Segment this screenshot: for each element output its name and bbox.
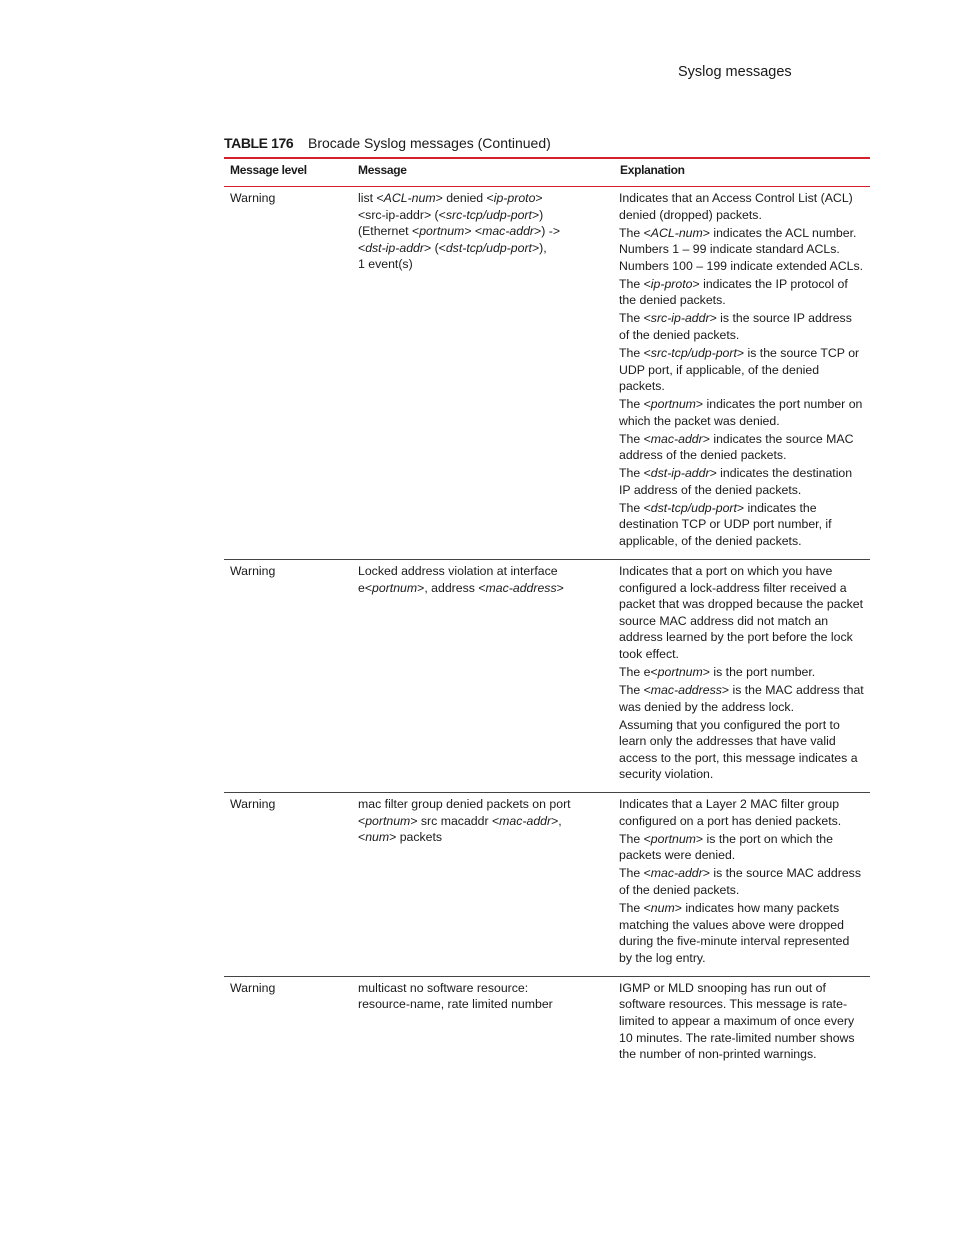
explanation-paragraph: The <src-tcp/udp-port> is the source TCP or UDP port, if applicable, of the denied packets. [619, 345, 860, 394]
message-level-cell: Warning [224, 187, 352, 560]
explanation-paragraph: The <dst-tcp/udp-port> indicates the destination TCP or UDP port number, if applicable, of the denied packets. [619, 500, 832, 548]
explanation-cell [614, 559, 870, 792]
explanation-paragraph: The <mac-addr> indicates the source MAC address of the denied packets. [619, 431, 854, 463]
message-text: multicast no software resource: resource-name, rate limited number [358, 980, 553, 1012]
explanation-paragraph: The <mac-addr> is the source MAC address of the denied packets. [619, 866, 861, 898]
message-cell [352, 793, 614, 977]
explanation-paragraph: Indicates that a Layer 2 MAC filter group configured on a port has denied packets. [619, 797, 842, 828]
message-text: mac filter group denied packets on port <portnum> src macaddr <mac-addr>, <num> packets [358, 797, 571, 845]
explanation-paragraph: The e<portnum> is the port number. [619, 664, 816, 679]
column-header-message-level: Message level [224, 158, 352, 187]
syslog-messages-table [224, 157, 870, 1072]
explanation-paragraph: The <dst-ip-addr> indicates the destination IP address of the denied packets. [619, 466, 853, 497]
column-header-message: Message [352, 158, 614, 187]
message-text: Locked address violation at interface e<portnum>, address <mac-address> [358, 563, 564, 595]
explanation-paragraph: The <num> indicates how many packets matching the values above were dropped during the five-minute interval represented by the log entry. [619, 901, 850, 965]
explanation-paragraph: IGMP or MLD snooping has run out of software resources. This message is rate-limited to appear a maximum of once every 10 minutes. The rate-limited number shows the number of non-printed warnings. [619, 980, 855, 1062]
message-cell [352, 976, 614, 1072]
explanation-paragraph: The <mac-address> is the MAC address that was denied by the address lock. [619, 682, 864, 714]
explanation-paragraph: The <ACL-num> indicates the ACL number. Numbers 1 – 99 indicate standard ACLs. Numbers 100 – 199 indicate extended ACLs. [619, 225, 864, 273]
table-row [224, 976, 870, 1072]
explanation-cell [614, 793, 870, 977]
table-number: TABLE 176 [224, 135, 294, 151]
table-row [224, 793, 870, 977]
table-body [224, 187, 870, 1073]
message-level-cell: Warning [224, 793, 352, 977]
explanation-paragraph: Indicates that a port on which you have configured a lock-address filter received a packet that was dropped because the packet source MAC address did not match an address learned by the port before the lock took effect. [619, 563, 864, 661]
message-cell [352, 559, 614, 792]
explanation-cell [614, 976, 870, 1072]
table-header-row [224, 158, 870, 187]
explanation-cell [614, 187, 870, 560]
table-title: Brocade Syslog messages (Continued) [308, 135, 551, 151]
explanation-paragraph: The <portnum> indicates the port number on which the packet was denied. [619, 397, 863, 428]
running-header: Syslog messages [678, 64, 792, 80]
explanation-paragraph: The <src-ip-addr> is the source IP address of the denied packets. [619, 311, 852, 342]
explanation-paragraph: Assuming that you configured the port to learn only the addresses that have valid access to the port, this message indicates a security violation. [619, 717, 858, 782]
column-header-explanation: Explanation [614, 158, 870, 187]
explanation-paragraph: Indicates that an Access Control List (ACL) denied (dropped) packets. [619, 191, 853, 222]
message-level-cell: Warning [224, 559, 352, 792]
explanation-paragraph: The <portnum> is the port on which the packets were denied. [619, 831, 833, 863]
message-cell [352, 187, 614, 560]
table-row [224, 187, 870, 560]
message-level-cell: Warning [230, 980, 276, 995]
message-text: list <ACL-num> denied <ip-proto> <src-ip-addr> (<src-tcp/udp-port>) (Ethernet <portnum> <mac-addr>) -> <dst-ip-addr> (<dst-tcp/udp-port>), 1 event(s) [358, 191, 561, 272]
explanation-paragraph: The <ip-proto> indicates the IP protocol of the denied packets. [619, 276, 848, 308]
table-caption [224, 135, 551, 151]
table-row [224, 559, 870, 792]
